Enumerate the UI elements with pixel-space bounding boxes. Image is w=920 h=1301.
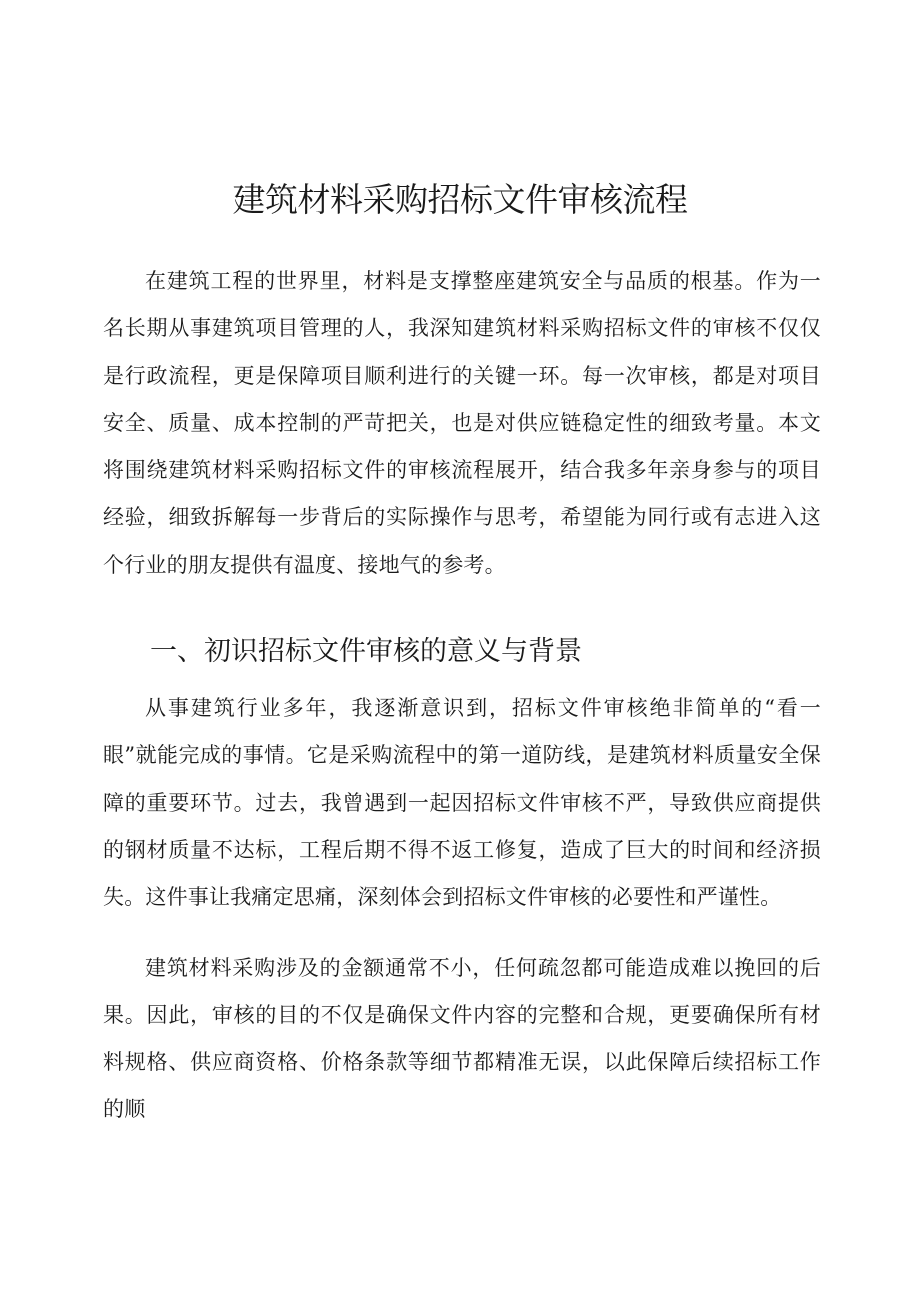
section-heading: 一、初识招标文件审核的意义与背景 [150, 636, 582, 668]
document-body [103, 258, 821, 1134]
section-paragraph: 从事建筑行业多年，我逐渐意识到，招标文件审核绝非简单的“看一眼”就能完成的事情。它是采购流程中的第一道防线，是建筑材料质量安全保障的重要环节。过去，我曾遇到一起因招标文件审核不严，导致供应商提供的钢材质量不达标，工程后期不得不返工修复，造成了巨大的时间和经济损失。这件事让我痛定思痛，深刻体会到招标文件审核的必要性和严谨性。 [103, 696, 821, 910]
section-paragraph: 建筑材料采购涉及的金额通常不小，任何疏忽都可能造成难以挽回的后果。因此，审核的目的不仅是确保文件内容的完整和合规，更要确保所有材料规格、供应商资格、价格条款等细节都精准无误，以此保障后续招标工作的顺 [103, 955, 821, 1122]
intro-paragraph: 在建筑工程的世界里，材料是支撑整座建筑安全与品质的根基。作为一名长期从事建筑项目管理的人，我深知建筑材料采购招标文件的审核不仅仅是行政流程，更是保障项目顺利进行的关键一环。每一次审核，都是对项目安全、质量、成本控制的严苛把关，也是对供应链稳定性的细致考量。本文将围绕建筑材料采购招标文件的审核流程展开，结合我多年亲身参与的项目经验，细致拆解每一步背后的实际操作与思考，希望能为同行或有志进入这个行业的朋友提供有温度、接地气的参考。 [103, 269, 821, 577]
document-title: 建筑材料采购招标文件审核流程 [232, 180, 688, 219]
